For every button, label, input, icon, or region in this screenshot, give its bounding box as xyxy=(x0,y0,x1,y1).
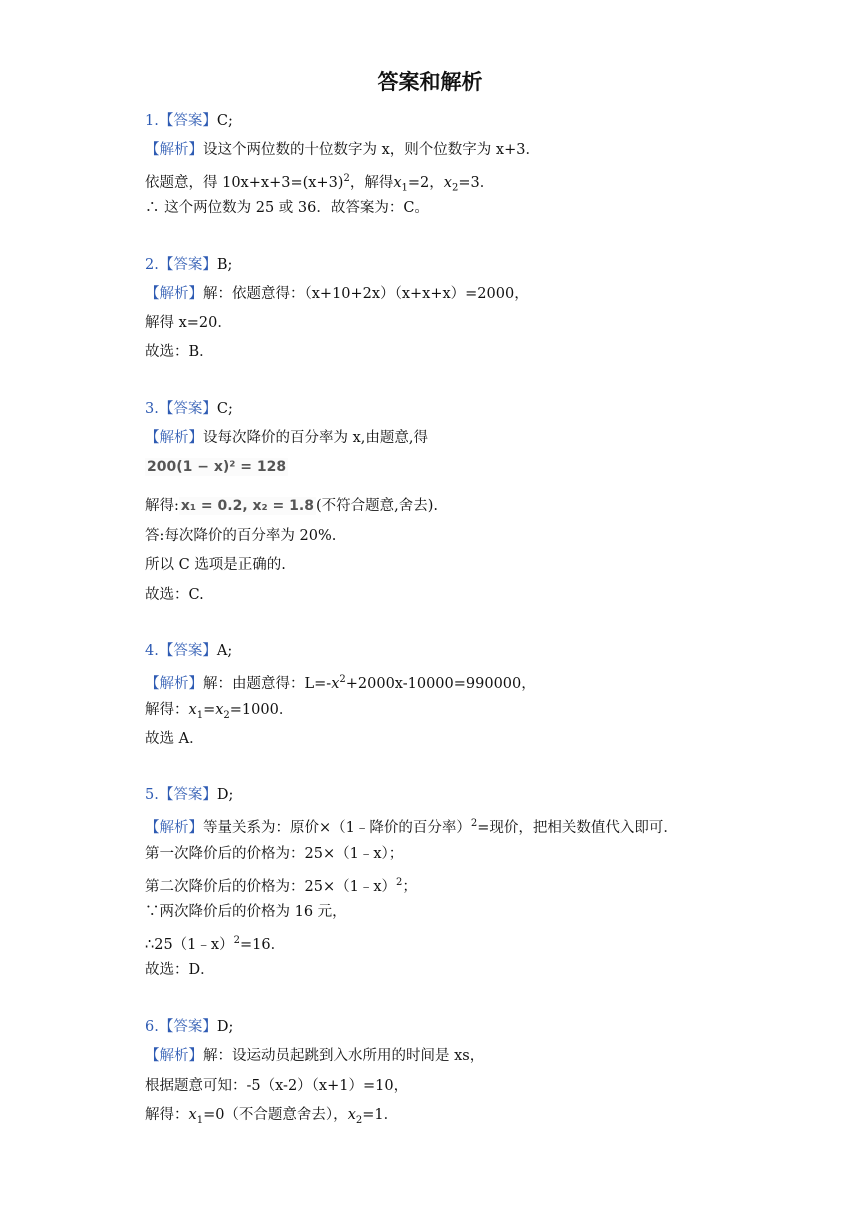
analysis-tag: 【解析】 xyxy=(145,142,203,158)
q2-analysis-line-3: 故选：B． xyxy=(145,344,214,360)
q3-answer: C; xyxy=(216,401,233,417)
q3-analysis-line-5: 所以 C 选项是正确的. xyxy=(145,557,286,573)
q6-sub1: 1 xyxy=(196,1114,204,1126)
q6-answer: D; xyxy=(216,1019,234,1035)
q6-x2: x xyxy=(347,1107,356,1123)
q5-text-1b: =现价，把相关数值代入即可． xyxy=(477,819,678,836)
q5-sup1: 2 xyxy=(470,818,478,829)
q5-answer: D; xyxy=(216,787,234,803)
q1-v2: =3． xyxy=(458,174,495,191)
q5-sup3: 2 xyxy=(396,877,403,888)
answer-tag: 【答案】 xyxy=(158,257,217,273)
q5-text-5a: ∴25（1﹣x） xyxy=(145,936,234,953)
q3-text-3a: 解得: xyxy=(145,498,179,514)
q5-analysis-line-3 xyxy=(145,874,417,896)
answer-tag: 【答案】 xyxy=(158,401,217,417)
q5-text-5b: =16． xyxy=(239,936,286,953)
q1-analysis-line-2 xyxy=(145,170,494,198)
q1-answer-line xyxy=(145,112,233,130)
q3-analysis-line-6: 故选：C. xyxy=(145,587,204,603)
q4-analysis-line-2 xyxy=(145,701,293,725)
q3-number: 3. xyxy=(145,401,159,417)
q4-x: x xyxy=(331,675,340,692)
q3-equation-image: 200(1 − x)² = 128 xyxy=(147,459,287,475)
q3-text-1: 设每次降价的百分率为 x,由题意,得 xyxy=(203,430,429,446)
q1-answer: C; xyxy=(216,113,233,129)
q2-analysis-line-1 xyxy=(145,285,529,303)
q5-sup5: 2 xyxy=(233,935,240,946)
answer-tag: 【答案】 xyxy=(158,787,217,803)
q5-analysis-line-1 xyxy=(145,815,678,837)
q4-answer: A; xyxy=(216,643,233,659)
q1-x2: x xyxy=(443,174,452,191)
analysis-tag: 【解析】 xyxy=(145,1048,203,1064)
q6-text-3a: 解得： xyxy=(145,1107,189,1123)
q2-analysis-line-2: 解得 x=20． xyxy=(145,315,232,331)
q6-sub2: 2 xyxy=(355,1114,363,1126)
q4-analysis-line-3: 故选 A． xyxy=(145,731,204,747)
q4-sup: 2 xyxy=(339,674,346,685)
q4-sub2: 2 xyxy=(223,709,230,721)
page-title: 答案和解析 xyxy=(377,70,483,94)
q6-text-3b: =0（不合题意舍去）， xyxy=(203,1107,348,1123)
q4-sub1: 1 xyxy=(196,709,204,721)
q3-analysis-line-4: 答:每次降价的百分率为 20%. xyxy=(145,528,337,544)
q5-analysis-line-4: ∵两次降价后的价格为 16 元， xyxy=(145,904,347,920)
q6-text-1: 解：设运动员起跳到入水所用的时间是 xs， xyxy=(203,1048,485,1064)
q1-sub2: 2 xyxy=(451,182,459,194)
q6-number: 6. xyxy=(145,1019,159,1035)
q4-eq: = xyxy=(203,702,216,718)
q1-text-2b: ，解得 xyxy=(349,174,394,191)
q5-text-1a: 等量关系为：原价×（1﹣降价的百分率） xyxy=(203,819,471,836)
q6-analysis-line-3 xyxy=(145,1106,398,1130)
q4-analysis-line-1 xyxy=(145,671,536,693)
answer-tag: 【答案】 xyxy=(158,1019,217,1035)
q3-equation-line xyxy=(145,458,288,476)
q4-x2: x xyxy=(215,702,224,718)
q4-x1: x xyxy=(188,702,197,718)
q1-sup: 2 xyxy=(343,173,350,184)
answer-tag: 【答案】 xyxy=(158,643,217,659)
q5-answer-line xyxy=(145,786,233,804)
q3-text-3b: (不符合题意,舍去). xyxy=(315,498,439,514)
q6-analysis-line-1 xyxy=(145,1047,484,1065)
q2-number: 2. xyxy=(145,257,159,273)
q4-text-1b: +2000x-10000=990000， xyxy=(345,675,536,692)
analysis-tag: 【解析】 xyxy=(145,675,203,692)
q4-answer-line xyxy=(145,642,232,660)
q6-analysis-line-2: 根据题意可知：-5（x-2）（x+1）=10， xyxy=(145,1078,409,1094)
analysis-tag: 【解析】 xyxy=(145,286,203,302)
q3-solution-line xyxy=(145,497,438,515)
analysis-tag: 【解析】 xyxy=(145,430,203,446)
q6-answer-line xyxy=(145,1018,233,1036)
q2-answer-line xyxy=(145,256,232,274)
q1-v1: =2， xyxy=(407,174,444,191)
q4-text-2a: 解得： xyxy=(145,702,189,718)
q2-answer: B; xyxy=(216,257,233,273)
q1-sub1: 1 xyxy=(401,182,408,194)
analysis-tag: 【解析】 xyxy=(145,819,203,836)
q3-roots-image: x₁ = 0.2, x₂ = 1.8 xyxy=(180,498,314,514)
q5-analysis-line-2: 第一次降价后的价格为：25×（1﹣x）； xyxy=(145,846,404,862)
q4-text-2b: =1000． xyxy=(229,702,294,718)
q5-analysis-line-6: 故选：D． xyxy=(145,962,215,978)
q3-answer-line xyxy=(145,400,233,418)
q4-text-1a: 解：由题意得：L=- xyxy=(203,675,332,692)
q5-text-3a: 第二次降价后的价格为：25×（1﹣x） xyxy=(145,878,397,895)
q1-number: 1. xyxy=(145,113,159,129)
q1-text-2a: 依题意，得 10x+x+3=(x+3) xyxy=(145,174,344,191)
q2-text-1: 解：依题意得：（x+10+2x）（x+x+x）=2000， xyxy=(203,286,529,302)
q5-number: 5. xyxy=(145,787,159,803)
q4-number: 4. xyxy=(145,643,159,659)
q1-text-1: 设这个两位数的十位数字为 x，则个位数字为 x+3． xyxy=(203,142,540,158)
answer-tag: 【答案】 xyxy=(158,113,217,129)
q1-x1: x xyxy=(393,174,402,191)
q5-text-3b: ； xyxy=(402,878,417,895)
q5-analysis-line-5 xyxy=(145,932,285,954)
q1-analysis-line-1 xyxy=(145,141,540,159)
q6-x1: x xyxy=(188,1107,197,1123)
q1-analysis-line-3: ∴ 这个两位数为 25 或 36．故答案为：C。 xyxy=(145,200,429,216)
q3-analysis-line-1 xyxy=(145,429,428,447)
q6-text-3c: =1． xyxy=(362,1107,399,1123)
